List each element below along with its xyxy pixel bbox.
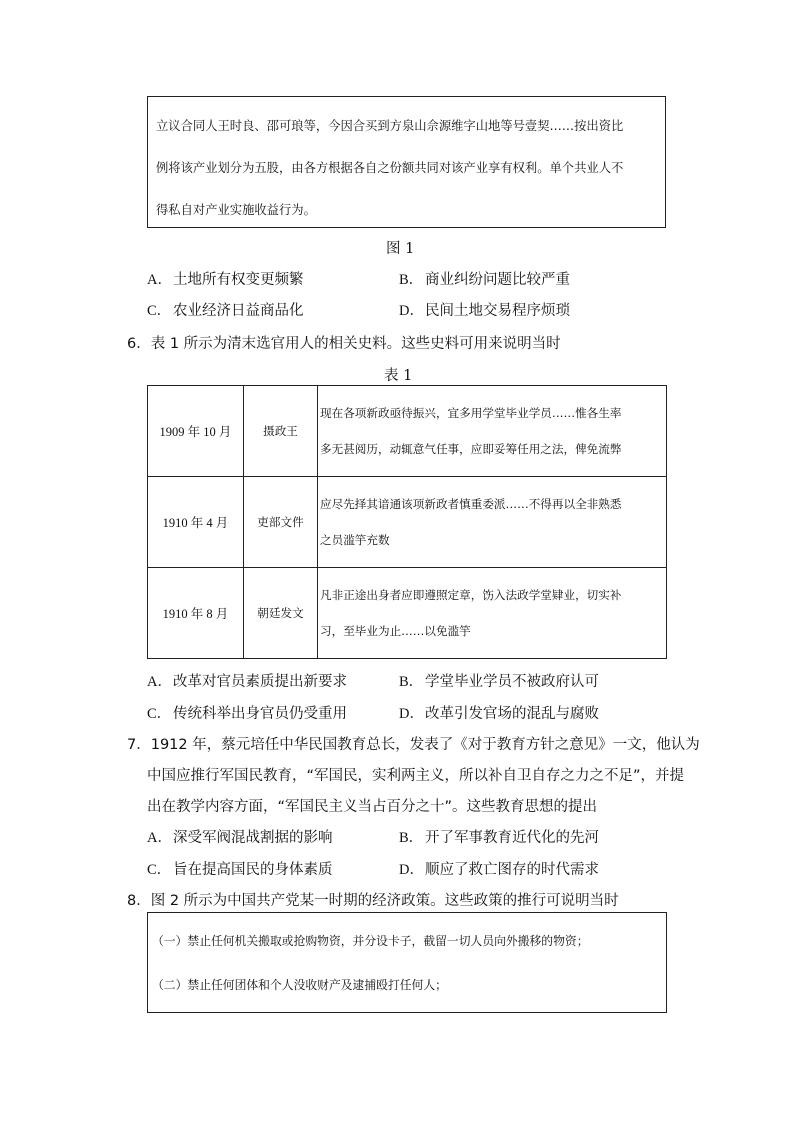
option-key: A． (147, 830, 172, 846)
row-text-line: 凡非正途出身者应即遵照定章，饬入法政学堂肄业，切实补 (320, 588, 622, 602)
table1-caption: 表 1 (384, 368, 413, 384)
row-text (318, 386, 667, 477)
q7-stem-line: 中国应推行军国民教育，“军国民，实利两主义，所以补自卫自存之力之不足”，并提 (147, 768, 685, 784)
option-text: 土地所有权变更频繁 (173, 272, 304, 288)
q7-option-a[interactable] (147, 826, 333, 847)
q7-option-b[interactable] (399, 826, 599, 847)
q6-option-a[interactable] (147, 670, 347, 691)
figure1-quote-box (147, 96, 666, 228)
option-text: 农业经济日益商品化 (173, 303, 304, 319)
row-date: 1909 年 10 月 (148, 386, 244, 477)
row-text-line: 之员滥竽充数 (320, 533, 390, 547)
table1 (147, 385, 667, 659)
row-date: 1910 年 8 月 (148, 568, 244, 659)
row-source: 吏部文件 (244, 477, 318, 568)
figure1-line: 例将该产业划分为五股，由各方根据各自之份额共同对该产业享有权利。单个共业人不 (156, 161, 624, 175)
q5-option-c[interactable] (147, 299, 304, 320)
row-text-line: 多无甚阅历，动辄意气任事，应即妥筹任用之法，俾免流弊 (320, 442, 622, 456)
q5-option-b[interactable] (399, 268, 570, 289)
row-text (318, 568, 667, 659)
table-row (148, 568, 667, 659)
q7-option-d[interactable] (399, 858, 599, 879)
table-row (148, 386, 667, 477)
figure1-caption: 图 1 (386, 241, 415, 257)
option-key: D． (399, 303, 424, 319)
option-text: 深受军阀混战割据的影响 (173, 830, 333, 846)
q6-option-b[interactable] (399, 670, 599, 691)
q6-option-d[interactable] (399, 702, 599, 723)
figure1-line: 得私自对产业实施收益行为。 (156, 203, 316, 217)
option-key: B． (399, 674, 424, 690)
option-text: 开了军事教育近代化的先河 (425, 830, 599, 846)
q7-stem-line: 出在教学内容方面，“军国民主义当占百分之十”。这些教育思想的提出 (147, 799, 598, 815)
row-source: 摄政王 (244, 386, 318, 477)
policy-line: （二）禁止任何团体和个人没收财产及逮捕殴打任何人； (152, 978, 447, 992)
option-text: 传统科举出身官员仍受重用 (173, 706, 347, 722)
option-text: 旨在提高国民的身体素质 (173, 862, 333, 878)
option-text: 改革对官员素质提出新要求 (173, 674, 347, 690)
table-row (148, 477, 667, 568)
option-key: C． (147, 706, 172, 722)
row-date: 1910 年 4 月 (148, 477, 244, 568)
option-text: 改革引发官场的混乱与腐败 (425, 706, 599, 722)
q5-option-d[interactable] (399, 299, 570, 320)
q7-stem-line: 7．1912 年，蔡元培任中华民国教育总长，发表了《对于教育方针之意见》一文，他认为 (127, 737, 700, 753)
option-key: C． (147, 303, 172, 319)
row-text-line: 习，至毕业为止……以免滥竽 (320, 624, 471, 638)
policy-line: （一）禁止任何机关搬取或抢购物资，并分设卡子，截留一切人员向外搬移的物资； (152, 934, 589, 948)
option-key: B． (399, 830, 424, 846)
option-key: D． (399, 706, 424, 722)
q6-stem: 6．表 1 所示为清末选官用人的相关史料。这些史料可用来说明当时 (127, 336, 561, 352)
option-key: D． (399, 862, 424, 878)
option-text: 商业纠纷问题比较严重 (425, 272, 570, 288)
q8-stem: 8．图 2 所示为中国共产党某一时期的经济政策。这些政策的推行可说明当时 (127, 893, 619, 909)
row-source: 朝廷发文 (244, 568, 318, 659)
q5-option-a[interactable] (147, 268, 304, 289)
option-text: 学堂毕业学员不被政府认可 (425, 674, 599, 690)
figure1-line: 立议合同人王时良、邵可琅等，今因合买到方泉山佘源维字山地等号壹契……按出资比 (156, 119, 624, 133)
option-key: A． (147, 272, 172, 288)
option-text: 顺应了救亡图存的时代需求 (425, 862, 599, 878)
q7-option-c[interactable] (147, 858, 333, 879)
row-text (318, 477, 667, 568)
row-text-line: 现在各项新政亟待振兴，宜多用学堂毕业学员……惟各生率 (320, 406, 622, 420)
option-key: B． (399, 272, 424, 288)
option-key: A． (147, 674, 172, 690)
row-text-line: 应尽先择其谙通该项新政者慎重委派……不得再以全非熟悉 (320, 497, 622, 511)
option-key: C． (147, 862, 172, 878)
option-text: 民间土地交易程序烦琐 (425, 303, 570, 319)
figure2-policy-box (147, 912, 667, 1013)
q6-option-c[interactable] (147, 702, 347, 723)
